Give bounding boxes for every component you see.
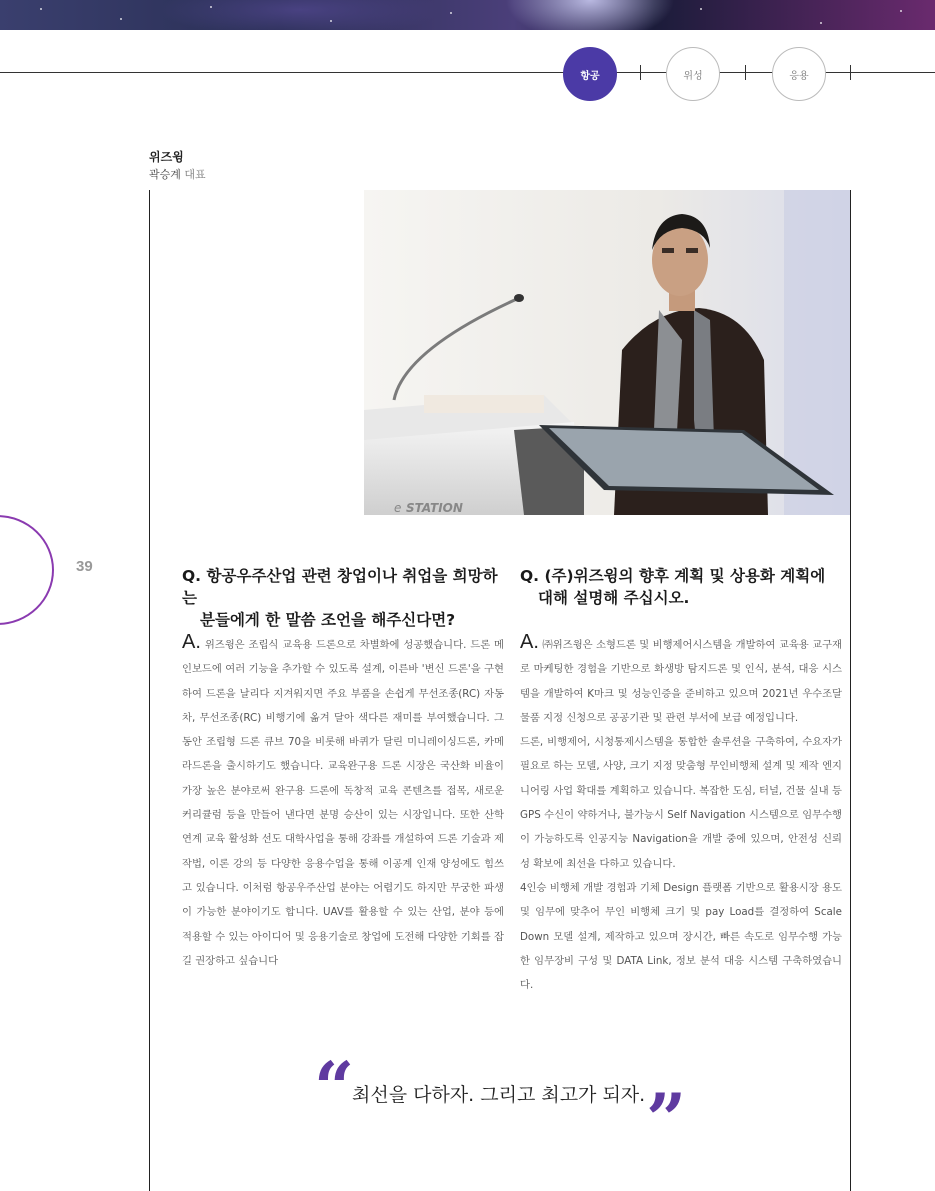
close-quote-icon: ” <box>646 1078 687 1161</box>
tab-satellite[interactable]: 위성 <box>666 47 720 101</box>
tab-application[interactable]: 응용 <box>772 47 826 101</box>
answer-paragraph-2: 드론, 비행제어, 시청통제시스템을 통합한 솔루션을 구축하여, 수요자가 필요로 하는 모델, 사양, 크기 지정 맞춤형 무인비행체 설계 및 제작 엔지니어링 사업 확대를 계획하고 있습니다. 복잡한 도심, 터널, 건물 실내 등 GPS 수신이 약하거나, 불가능시 Self Navigation 시스템으로 임무수행이 가능하도록 인공지능 Navigation을 개발 중에 있으며, 안전성 신뢰성 확보에 최선을 다하고 있습니다. <box>520 736 842 870</box>
interview-photo <box>364 190 850 515</box>
question-line2: 대해 설명해 주십시오. <box>538 589 690 607</box>
answer-paragraph-3: 4인승 비행체 개발 경험과 기체 Design 플랫폼 기반으로 활용시장 용도 및 임무에 맞추어 무인 비행체 크기 및 pay Load를 결정하여 Scale Down 모델 설계, 제작하고 있으며 장시간, 빠른 속도로 임무수행 가능한 임무장비 구성 및 DATA Link, 정보 분석 대응 시스템 구축하였습니다. <box>520 881 842 992</box>
answer-mark: A. <box>182 631 201 653</box>
page-arc-decoration <box>0 515 54 625</box>
open-quote-icon: “ <box>314 1046 355 1129</box>
answer-paragraph <box>520 630 842 730</box>
answer-text: ㈜위즈윙은 소형드론 및 비행제어시스템을 개발하여 교육용 교구재로 마케팅한 경험을 기반으로 화생방 탐지드론 및 인식, 분석, 대응 시스템을 개발하여 K마크 및 성능인증을 준비하고 있으며 2021년 우수조달물품 지정 신청으로 공공기관 및 관련 부서에 보급 예정입니다. <box>520 639 842 724</box>
question-heading <box>182 565 502 631</box>
answer-left <box>182 630 504 973</box>
column-rule-right <box>850 190 851 1191</box>
answer-paragraph <box>182 630 504 973</box>
podium-label: e <box>394 501 402 515</box>
question-line1: Q. (주)위즈윙의 향후 계획 및 상용화 계획에 <box>520 567 826 585</box>
nav-divider <box>640 65 641 80</box>
column-rule-left <box>149 190 150 1191</box>
question-left <box>182 565 502 631</box>
nav-divider <box>745 65 746 80</box>
question-line1: Q. 항공우주산업 관련 창업이나 취업을 희망하는 <box>182 567 498 607</box>
answer-text: 위즈윙은 조립식 교육용 드론으로 차별화에 성공했습니다. 드론 메인보드에 여러 기능을 추가할 수 있도록 설계, 이른바 '변신 드론'을 구현하여 드론을 날리다 지겨워지면 주요 부품을 손쉽게 무선조종(RC) 자동차, 무선조종(RC) 비행기에 옮겨 달아 색다른 재미를 부여했습니다. 그동안 조립형 드론 큐브 70을 비롯해 바퀴가 달린 미니레이싱드론, 카메라드론을 출시하기도 했습니다. 교육완구용 드론 시장은 국산화 비율이 가장 높은 분야로써 완구용 드론에 독창적 교육 콘텐츠를 접목, 새로운 커리큘럼 등을 만들어 낸다면 분명 승산이 있는 시장입니다. 또한 산학 연계 교육 활성화 선도 대학사업을 통해 강좌를 개설하여 드론 기술과 제작법, 이론 강의 등 다양한 응용수업을 통해 이공계 인재 양성에도 힘쓰고 있습니다. 이처럼 항공우주산업 분야는 어렵기도 하지만 무궁한 파생이 가능한 분야이기도 합니다. UAV를 활용할 수 있는 산업, 분야 등에 적용할 수 있는 아이디어 및 응용기술로 창업에 도전해 다양한 기회를 잡길 권장하고 싶습니다 <box>182 639 504 967</box>
person-name: 곽승계 <box>149 168 181 181</box>
question-line2: 분들에게 한 말씀 조언을 해주신다면? <box>200 611 456 629</box>
company-name: 위즈윙 <box>149 150 184 164</box>
question-right <box>520 565 840 609</box>
nav-divider <box>850 65 851 80</box>
person-title: 대표 <box>184 168 206 181</box>
header-banner <box>0 0 935 30</box>
answer-right <box>520 630 842 997</box>
answer-mark: A. <box>520 631 539 653</box>
podium-label-text: STATION <box>406 501 463 515</box>
question-heading <box>520 565 840 609</box>
speaker-at-podium-illustration <box>364 190 850 515</box>
pull-quote: 최선을 다하자. 그리고 최고가 되자. <box>352 1084 646 1106</box>
interviewee-name <box>149 166 206 182</box>
page-number: 39 <box>76 558 93 575</box>
tab-aviation[interactable]: 항공 <box>563 47 617 101</box>
